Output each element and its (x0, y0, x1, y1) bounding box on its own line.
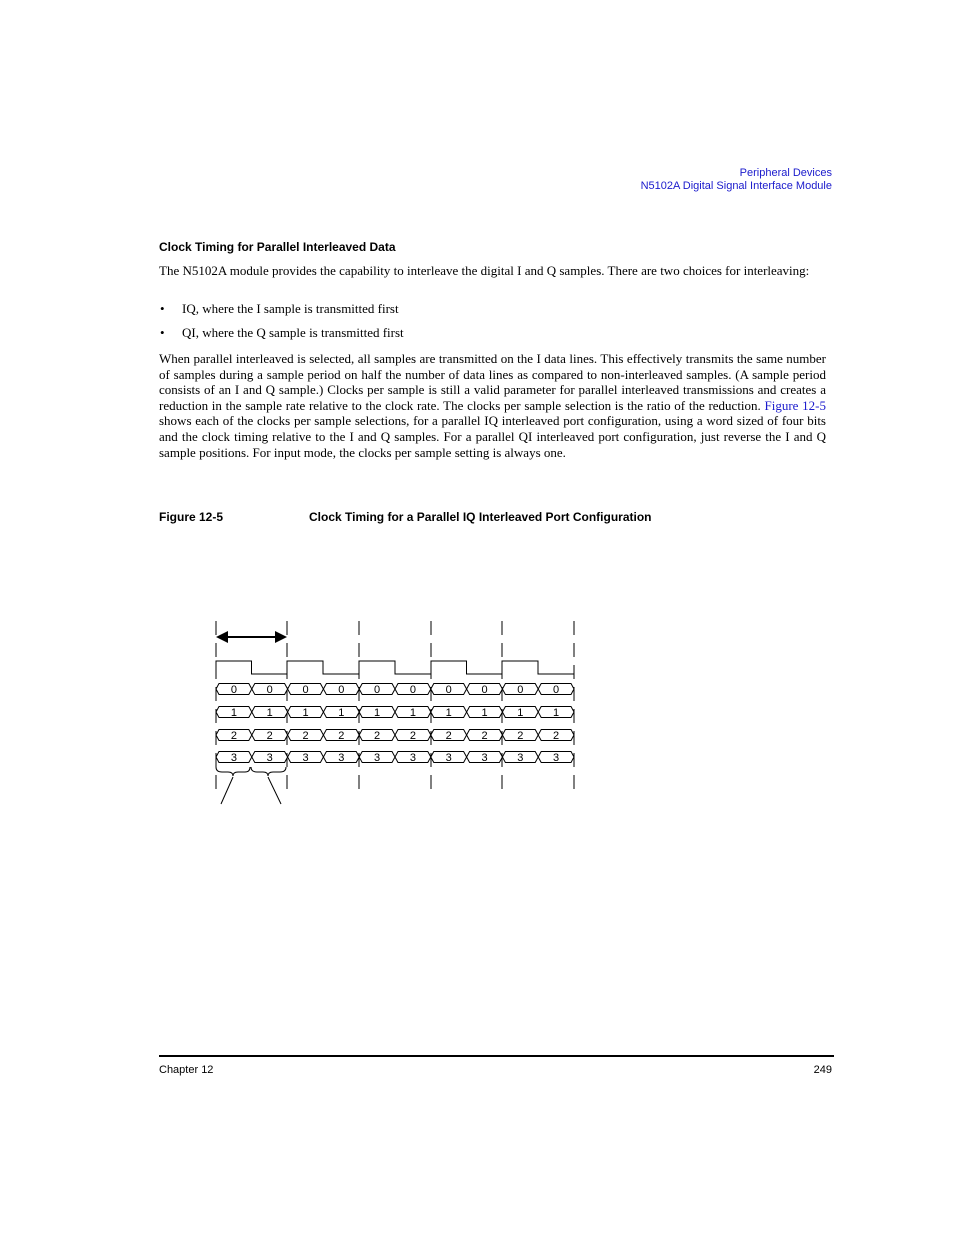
explanation-text-a: When parallel interleaved is selected, all samples are transmitted on the I data lines. This effectively transmits the same number of samples during a sample period on half the number of data lines as compared to non-interleaved samples. (A sample period consists of an I and Q sample.) Clocks per sample is still a valid parameter for parallel interleaved transmissions and creates a reduction in the sample rate relative to the clock rate. The clocks per sample selection is the ratio of the reduction. (159, 351, 826, 413)
bit-label: 1 (553, 707, 560, 719)
bit-label: 1 (230, 707, 237, 719)
bit-label: 0 (338, 684, 345, 696)
bit-label: 3 (266, 752, 273, 764)
sample-brace (216, 767, 286, 804)
explanation-text-b: shows each of the clocks per sample selections, for a parallel IQ interleaved port configuration, using a word sized of four bits and the clock timing relative to the I and Q samples. For a parallel QI interleaved port configuration, just reverse the I and Q sample positions. For input mode, the clocks per sample setting is always one. (159, 413, 826, 460)
bit-label: 2 (374, 730, 381, 742)
bit-label: 0 (445, 684, 452, 696)
list-item-text: QI, where the Q sample is transmitted first (182, 325, 404, 340)
bit-label: 2 (553, 730, 560, 742)
footer-rule (159, 1055, 834, 1057)
page-footer (159, 1064, 832, 1076)
bit-label: 3 (338, 752, 345, 764)
figure-number: Figure 12-5 (159, 510, 224, 524)
list-item-text: IQ, where the I sample is transmitted first (182, 301, 399, 316)
bit-label: 3 (481, 752, 488, 764)
bit-label: 0 (266, 684, 273, 696)
bit-label: 0 (517, 684, 524, 696)
bit-label: 2 (302, 730, 309, 742)
bullet-symbol: • (160, 301, 165, 316)
bit-label: 3 (374, 752, 381, 764)
header-section-title: Peripheral Devices (739, 167, 832, 179)
bit-label: 1 (302, 707, 309, 719)
bit-label: 0 (481, 684, 488, 696)
sample-period-arrow (216, 631, 287, 643)
bit-label: 3 (302, 752, 309, 764)
bit-label: 3 (553, 752, 560, 764)
bit-label: 1 (374, 707, 381, 719)
header-module-title: N5102A Digital Signal Interface Module (640, 179, 832, 192)
bit-label: 0 (374, 684, 381, 696)
figure-link[interactable]: Figure 12-5 (764, 397, 827, 413)
bit-label: 0 (230, 684, 237, 696)
bit-label: 3 (445, 752, 452, 764)
bit-label: 3 (230, 752, 237, 764)
clock-waveform (216, 661, 574, 674)
bit-label: 2 (338, 730, 345, 742)
bit-label: 1 (266, 707, 273, 719)
bit-label: 0 (302, 684, 309, 696)
bullet-symbol: • (160, 325, 165, 340)
bit-label: 1 (338, 707, 345, 719)
bit-label: 2 (230, 730, 237, 742)
section-heading: Clock Timing for Parallel Interleaved Data (159, 240, 396, 254)
bit-label: 0 (409, 684, 416, 696)
figure-title: Clock Timing for a Parallel IQ Interleaved Port Configuration (309, 510, 652, 524)
page-number: 249 (813, 1064, 832, 1076)
bit-label: 2 (481, 730, 488, 742)
bit-label: 1 (517, 707, 524, 719)
bit-label: 0 (553, 684, 560, 696)
bit-label: 2 (266, 730, 273, 742)
bit-label: 2 (517, 730, 524, 742)
bit-label: 3 (517, 752, 524, 764)
bit-label: 1 (445, 707, 452, 719)
bit-label: 1 (481, 707, 488, 719)
bit-label: 2 (445, 730, 452, 742)
bit-label: 3 (409, 752, 416, 764)
bit-label: 2 (409, 730, 416, 742)
intro-paragraph: The N5102A module provides the capability to interleave the digital I and Q samples. There are two choices for interleaving: (159, 263, 810, 278)
footer-chapter: Chapter 12 (159, 1064, 214, 1076)
bit-label: 1 (409, 707, 416, 719)
